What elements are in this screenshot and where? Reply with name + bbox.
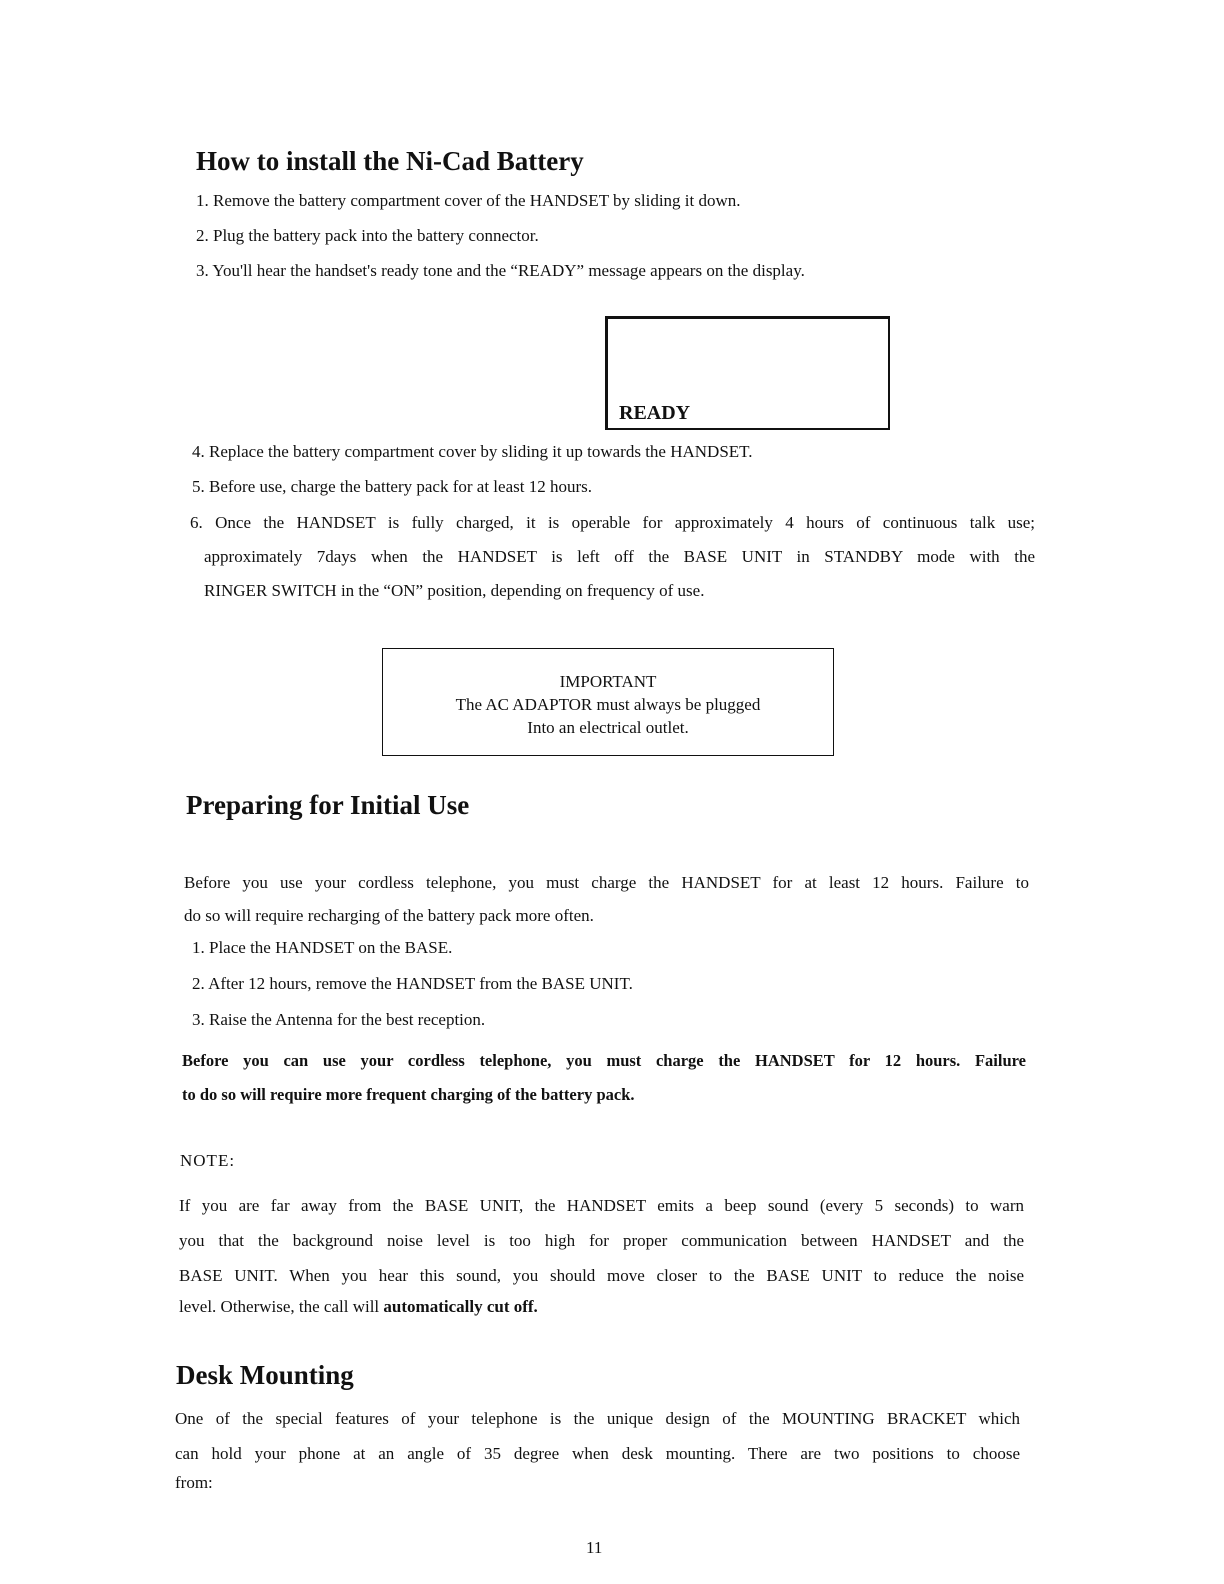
note-line3: BASE UNIT. When you hear this sound, you should move closer to the BASE UNIT to reduce the noise xyxy=(179,1266,1024,1285)
note-line4-text: level. Otherwise, the call will xyxy=(179,1297,384,1316)
important-title: IMPORTANT xyxy=(559,672,657,691)
list-item xyxy=(192,973,633,995)
step6-line3: RINGER SWITCH in the “ON” position, depending on frequency of use. xyxy=(204,581,705,600)
list-text: Once the HANDSET is fully charged, it is operable for approximately 4 hours of continuous talk use; xyxy=(215,513,1036,532)
list-item xyxy=(196,260,805,282)
desk-line3: from: xyxy=(175,1473,213,1492)
list-item xyxy=(192,937,452,959)
list-number: 5. xyxy=(192,477,205,496)
important-line1: The AC ADAPTOR must always be plugged xyxy=(455,695,761,714)
charge-warning-line1: Before you can use your cordless telephone, you must charge the HANDSET for 12 hours. Failure xyxy=(182,1051,1026,1070)
list-number: 3. xyxy=(196,261,209,280)
important-notice-box xyxy=(382,648,834,756)
list-number: 1. xyxy=(192,938,205,957)
step6-line2: approximately 7days when the HANDSET is left off the BASE UNIT in STANDBY mode with the xyxy=(204,547,1035,566)
list-text: Place the HANDSET on the BASE. xyxy=(209,938,453,957)
display-ready-text: READY xyxy=(619,402,691,424)
list-text: Replace the battery compartment cover by sliding it up towards the HANDSET. xyxy=(209,442,753,461)
note-line4 xyxy=(179,1296,538,1318)
list-item xyxy=(192,476,592,498)
step6-line1 xyxy=(190,512,1035,534)
list-text: Plug the battery pack into the battery connector. xyxy=(213,226,539,245)
list-text: After 12 hours, remove the HANDSET from the BASE UNIT. xyxy=(208,974,633,993)
list-item xyxy=(192,1009,485,1031)
list-item xyxy=(196,190,741,212)
list-number: 2. xyxy=(192,974,205,993)
list-number: 6. xyxy=(190,513,203,532)
note-line4-bold: automatically cut off. xyxy=(383,1297,538,1316)
list-text: Before use, charge the battery pack for at least 12 hours. xyxy=(209,477,592,496)
list-number: 4. xyxy=(192,442,205,461)
note-line2: you that the background noise level is too high for proper communication between HANDSET and the xyxy=(179,1231,1024,1250)
list-text: Remove the battery compartment cover of the HANDSET by sliding it down. xyxy=(213,191,741,210)
intro-line2: do so will require recharging of the battery pack more often. xyxy=(184,906,594,925)
list-number: 2. xyxy=(196,226,209,245)
list-item xyxy=(196,225,539,247)
desk-line1: One of the special features of your telephone is the unique design of the MOUNTING BRACKET which xyxy=(175,1409,1020,1428)
section-heading-desk-mounting: Desk Mounting xyxy=(176,1360,354,1390)
section-heading-initial-use: Preparing for Initial Use xyxy=(186,790,470,820)
list-text: You'll hear the handset's ready tone and the “READY” message appears on the display. xyxy=(212,261,805,280)
list-item xyxy=(192,441,753,463)
desk-line2: can hold your phone at an angle of 35 degree when desk mounting. There are two positions to choose xyxy=(175,1444,1020,1463)
intro-line1: Before you use your cordless telephone, you must charge the HANDSET for at least 12 hours. Failure to xyxy=(184,873,1029,892)
list-text: Raise the Antenna for the best reception. xyxy=(209,1010,486,1029)
list-number: 1. xyxy=(196,191,209,210)
page-number: 11 xyxy=(586,1538,603,1557)
note-label: NOTE: xyxy=(180,1151,236,1170)
list-number: 3. xyxy=(192,1010,205,1029)
charge-warning-line2: to do so will require more frequent charging of the battery pack. xyxy=(182,1085,635,1104)
list-item-step-6 xyxy=(190,512,1035,602)
important-line2: Into an electrical outlet. xyxy=(527,718,689,737)
section-heading-battery-install: How to install the Ni-Cad Battery xyxy=(196,146,584,176)
handset-display-illustration xyxy=(605,316,890,430)
note-line1: If you are far away from the BASE UNIT, the HANDSET emits a beep sound (every 5 seconds) to warn xyxy=(179,1196,1024,1215)
